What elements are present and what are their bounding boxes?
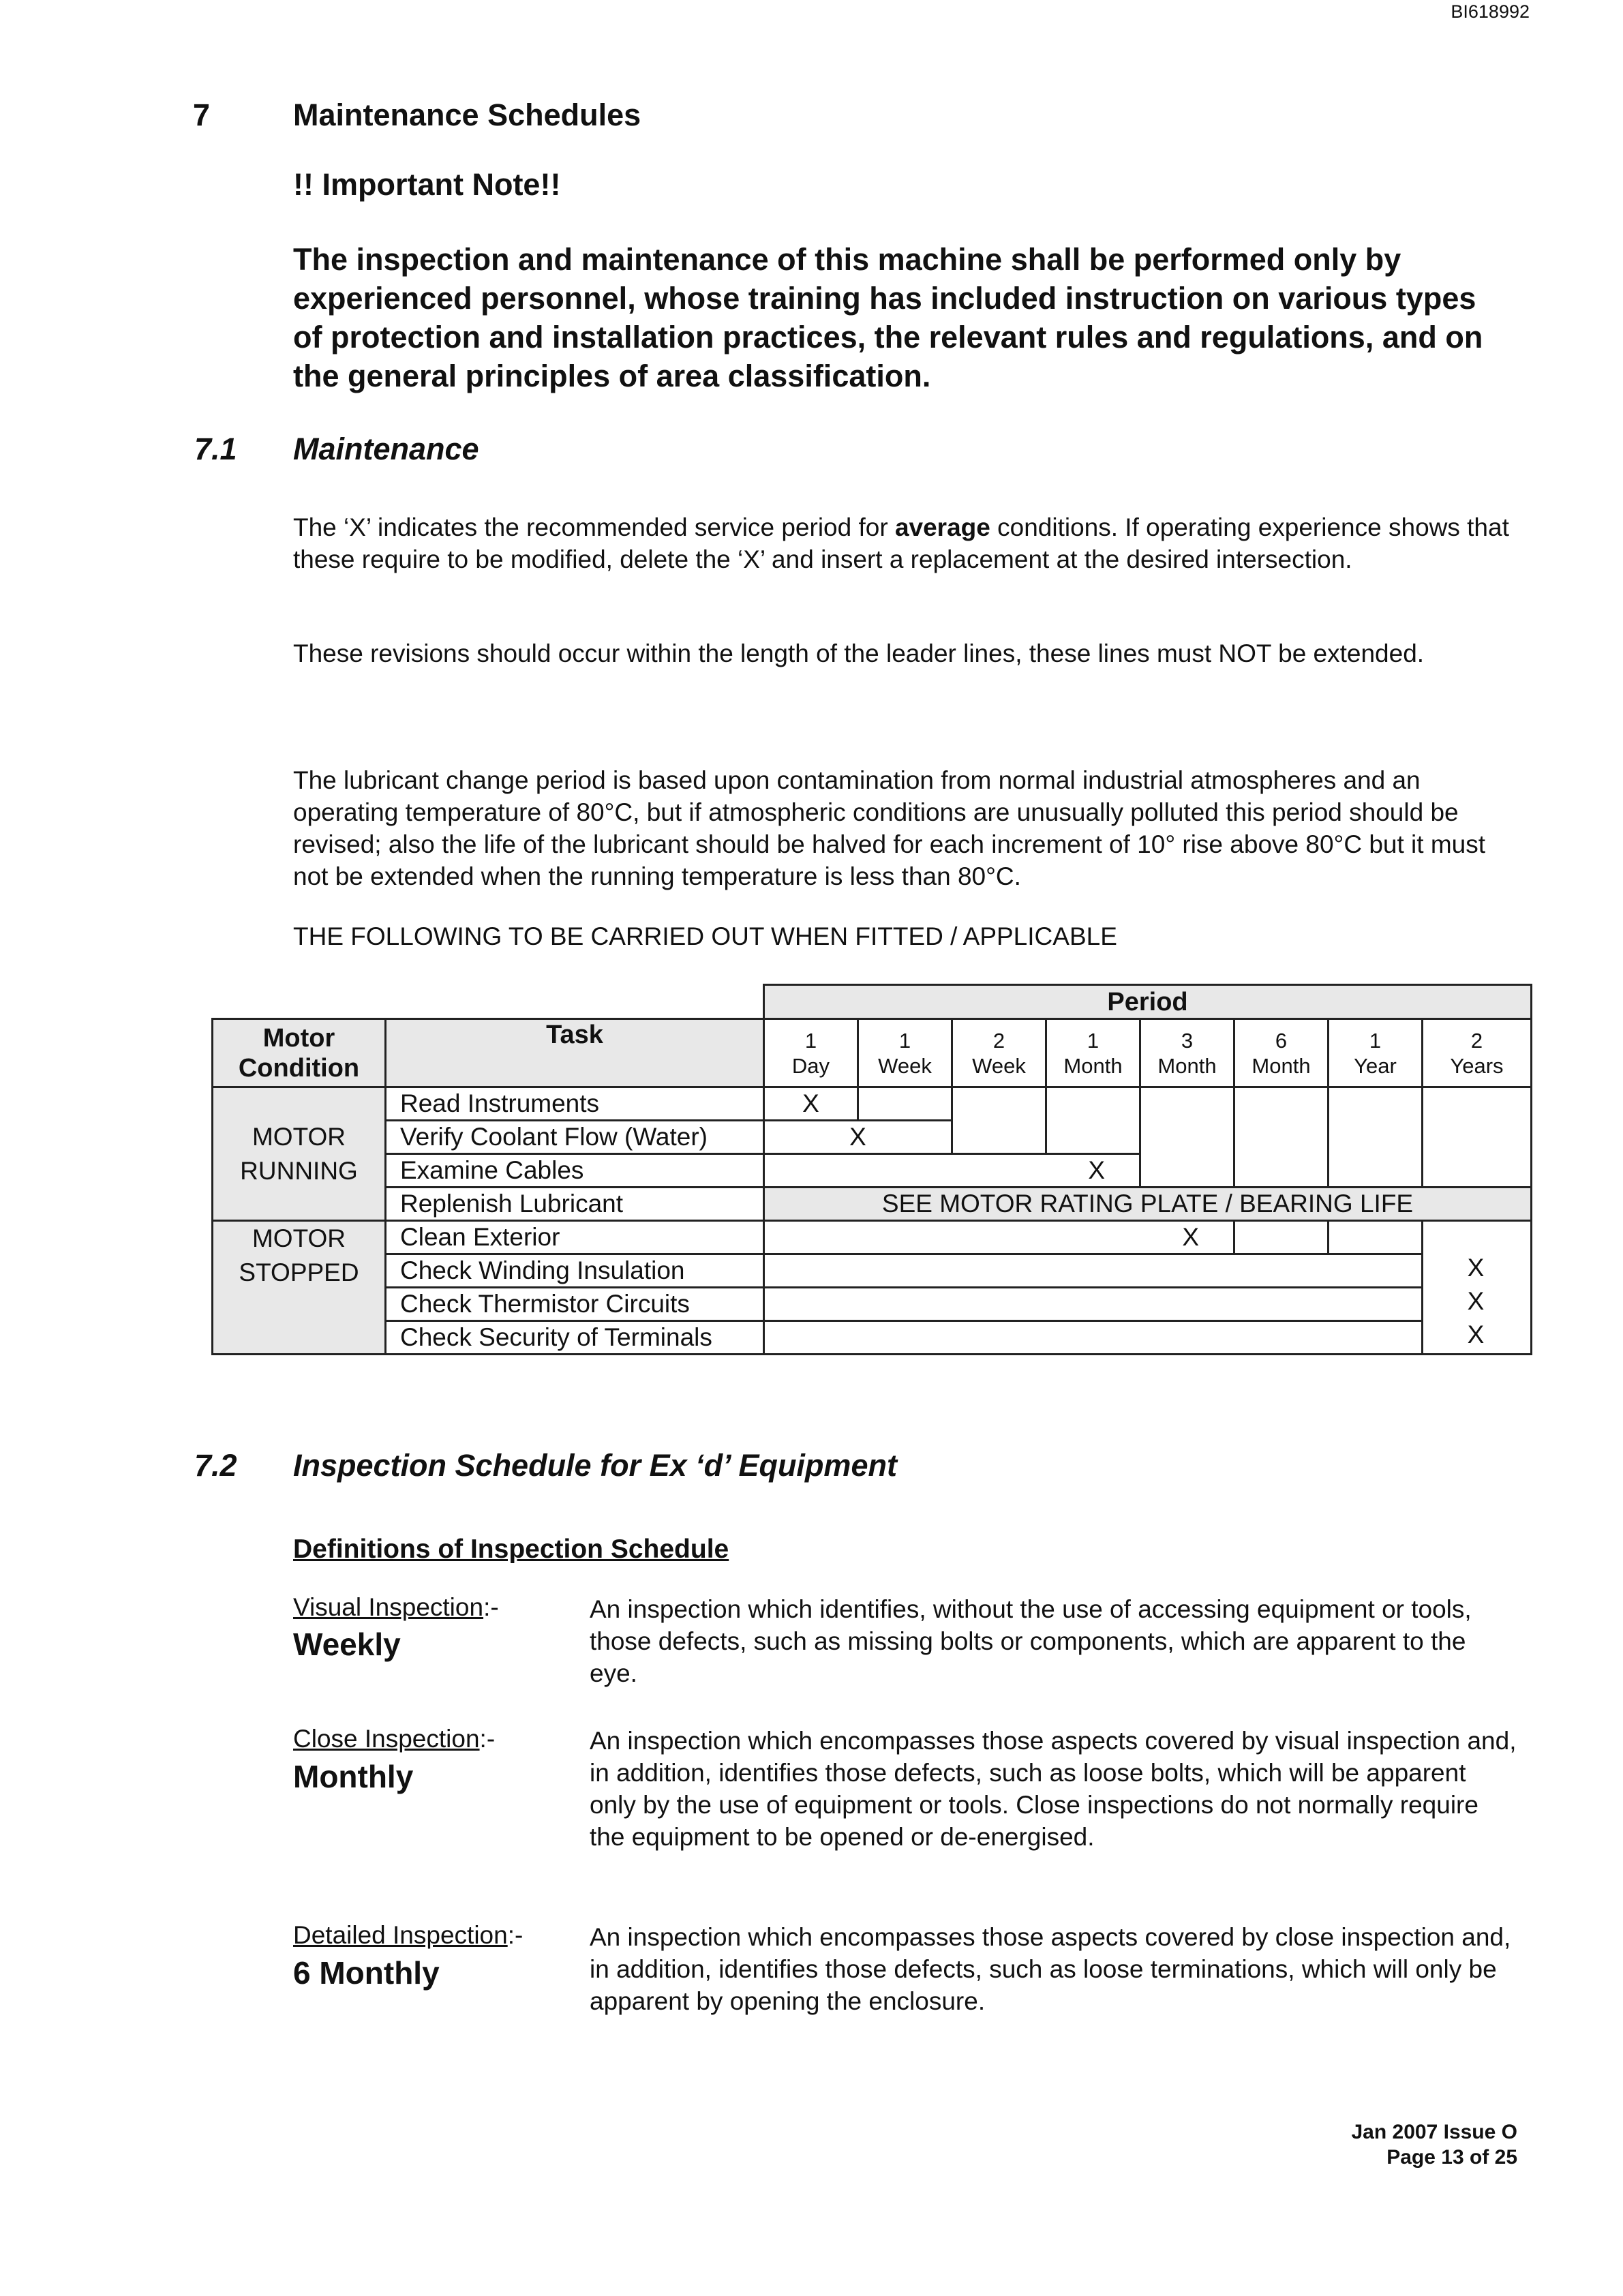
task-check-security-of-terminals: Check Security of Terminals <box>386 1321 764 1355</box>
table-row <box>213 1188 1532 1221</box>
mark-check-winding-insulation: X <box>1467 1254 1485 1282</box>
mark-read-instruments: X <box>764 1087 858 1121</box>
mark-examine-cables: X <box>764 1154 1140 1188</box>
period-2-years: 2 Years <box>1423 1019 1532 1087</box>
service-period-paragraph: The ‘X’ indicates the recommended service period for average conditions. If operating experience shows that these require to be modified, delete the ‘X’ and insert a replacement at the desired intersection. <box>293 513 1509 573</box>
task-check-winding-insulation: Check Winding Insulation <box>386 1254 764 1288</box>
safety-warning-text: The inspection and maintenance of this machine shall be performed only by experienced personnel, whose training has included instruction on various types of protection and installation practices, the relevant rules and regulations, and on the general principles of area classification. <box>293 242 1483 393</box>
motor-running-label: MOTOR RUNNING <box>213 1087 386 1221</box>
period-2-week: 2 Week <box>952 1019 1046 1087</box>
period-1-day: 1 Day <box>764 1019 858 1087</box>
task-header: Task <box>386 1019 764 1087</box>
visual-inspection-definition: An inspection which identifies, without the use of accessing equipment or tools, those defects, such as missing bolts or components, which are apparent to the eye. <box>590 1595 1472 1687</box>
period-header-row <box>213 985 1532 1019</box>
lubricant-bearing-note: SEE MOTOR RATING PLATE / BEARING LIFE <box>764 1188 1532 1221</box>
section-7-1-number: 7.1 <box>194 432 237 466</box>
task-verify-coolant-flow: Verify Coolant Flow (Water) <box>386 1121 764 1154</box>
table-row <box>213 1288 1532 1321</box>
footer-page-number: Page 13 of 25 <box>1386 2146 1517 2169</box>
applicability-line: THE FOLLOWING TO BE CARRIED OUT WHEN FITTED / APPLICABLE <box>293 922 1117 950</box>
mark-clean-exterior: X <box>764 1221 1234 1254</box>
revision-paragraph: These revisions should occur within the length of the leader lines, these lines must NOT be extended. <box>293 639 1425 667</box>
task-clean-exterior: Clean Exterior <box>386 1221 764 1254</box>
close-inspection-period: Monthly <box>293 1759 414 1794</box>
task-check-thermistor-circuits: Check Thermistor Circuits <box>386 1288 764 1321</box>
section-7-2-title: Inspection Schedule for Ex ‘d’ Equipment <box>293 1448 897 1483</box>
close-inspection-label: Close Inspection:- <box>293 1725 496 1753</box>
section-7-1-title: Maintenance <box>293 432 479 466</box>
table-row <box>213 1254 1532 1288</box>
section-7-2-number: 7.2 <box>194 1448 237 1483</box>
column-header-row <box>213 1019 1532 1087</box>
task-examine-cables: Examine Cables <box>386 1154 764 1188</box>
mark-check-thermistor-circuits: X <box>1467 1287 1485 1315</box>
detailed-inspection-period: 6 Monthly <box>293 1955 440 1991</box>
maintenance-schedule-table <box>211 984 1532 1355</box>
task-replenish-lubricant: Replenish Lubricant <box>386 1188 764 1221</box>
footer-issue: Jan 2007 Issue O <box>1351 2121 1517 2143</box>
period-1-week: 1 Week <box>858 1019 952 1087</box>
important-note-heading: !! Important Note!! <box>293 167 561 202</box>
definitions-title: Definitions of Inspection Schedule <box>293 1535 729 1564</box>
table-row <box>213 1221 1532 1254</box>
mark-verify-coolant-flow: X <box>764 1121 952 1154</box>
detailed-inspection-definition: An inspection which encompasses those aspects covered by close inspection and, in addition, identifies those defects, such as loose terminations, which will only be apparent by opening the enclosure. <box>590 1923 1511 2015</box>
period-1-month: 1 Month <box>1046 1019 1140 1087</box>
lubricant-paragraph: The lubricant change period is based upon contamination from normal industrial atmospheres and an operating temperature of 80°C, but if atmospheric conditions are unusually polluted this period should be revised; also the life of the lubricant should be halved for each increment of 10° rise above 80°C but it must not be extended when the running temperature is less than 80°C. <box>293 766 1486 890</box>
motor-stopped-label: MOTOR STOPPED <box>213 1221 386 1355</box>
two-year-marks <box>1421 1251 1530 1351</box>
table-row <box>213 1087 1532 1121</box>
task-read-instruments: Read Instruments <box>386 1087 764 1121</box>
period-3-month: 3 Month <box>1140 1019 1234 1087</box>
mark-check-security-of-terminals: X <box>1467 1320 1485 1348</box>
period-1-year: 1 Year <box>1329 1019 1423 1087</box>
detailed-inspection-label: Detailed Inspection:- <box>293 1921 524 1949</box>
section-7-number: 7 <box>193 97 211 132</box>
table-row <box>213 1321 1532 1355</box>
document-reference: BI618992 <box>1451 1 1530 22</box>
motor-condition-header: Motor Condition <box>213 1019 386 1087</box>
period-6-month: 6 Month <box>1234 1019 1329 1087</box>
period-header: Period <box>764 985 1532 1019</box>
close-inspection-definition: An inspection which encompasses those aspects covered by visual inspection and, in addition, identifies those defects, such as loose bolts, which will be apparent only by the use of equipment or tools. Close inspections do not normally require the equipment to be opened or de-energised. <box>590 1727 1517 1851</box>
section-7-title: Maintenance Schedules <box>293 97 641 132</box>
visual-inspection-period: Weekly <box>293 1627 401 1662</box>
visual-inspection-label: Visual Inspection:- <box>293 1593 499 1621</box>
